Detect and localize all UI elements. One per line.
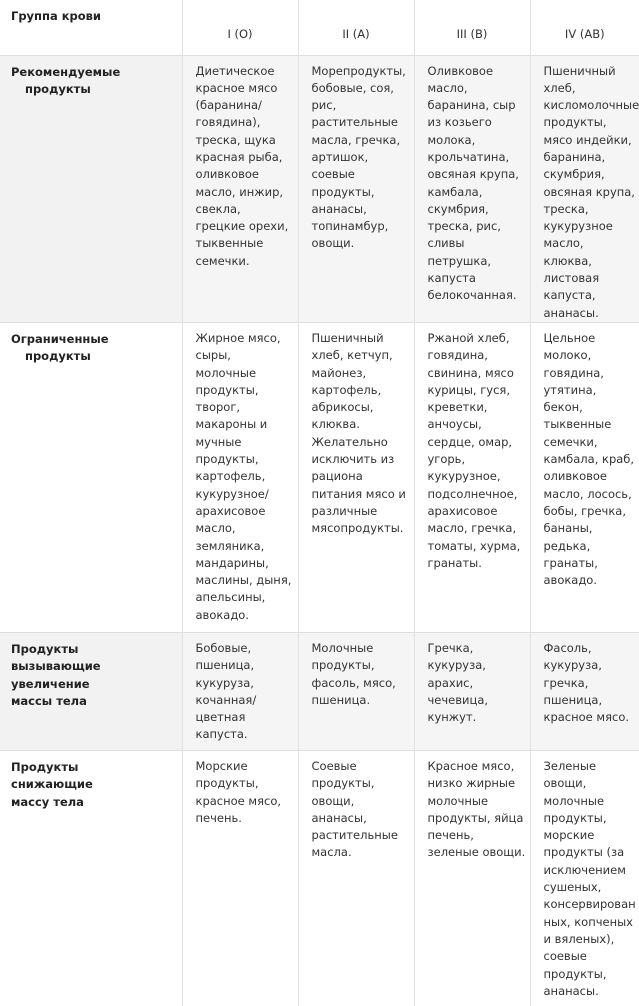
table-cell: Пшеничный хлеб, кетчуп, майонез, картофель, абрикосы, клюква. Желательно исключить из рациона питания мясо и различные мясопродукты. (298, 322, 414, 632)
table-cell: Морепродукты, бобовые, соя, рис, растительные масла, гречка, артишок, соевые продукты, ананасы, топинамбур, овощи. (298, 55, 414, 322)
row-label-line: массы тела (11, 693, 87, 708)
table-cell: Пшеничный хлеб, кисломолочные продукты, мясо индейки, баранина, скумбрия, овсяная крупа, треска, кукурузное масло, клюква, листовая капуста, ананасы. (530, 55, 639, 322)
column-header-iv-ab: IV (AB) (530, 0, 639, 55)
row-label-line: увеличение (11, 676, 90, 691)
table-cell: Фасоль, кукуруза, гречка, пшеница, красное мясо. (530, 632, 639, 750)
row-label-limited (0, 322, 182, 632)
column-header-i-o: I (O) (182, 0, 298, 55)
row-label-line: продукты (25, 349, 91, 364)
row-label-weight-gain (0, 632, 182, 750)
table-row-limited (0, 322, 639, 632)
table-row-recommended (0, 55, 639, 322)
table-cell: Соевые продукты, овощи, ананасы, растительные масла. (298, 750, 414, 1006)
row-label-line: Ограниченные (11, 331, 109, 346)
row-label-line: снижающие (11, 777, 93, 792)
table-cell: Зеленые овощи, молочные продукты, морские продукты (за исключением сушеных, консервирован ных, копченых и вяленых), соевые продукты, ананасы. (530, 750, 639, 1006)
row-label-line: Продукты (11, 759, 79, 774)
table-cell: Ржаной хлеб, говядина, свинина, мясо курицы, гуся, креветки, анчоусы, сердце, омар, угорь, кукурузное, подсолнечное, арахисовое масло, гречка, томаты, хурма, гранаты. (414, 322, 530, 632)
row-label-line: продукты (25, 81, 91, 96)
row-label-weight-loss (0, 750, 182, 1006)
blood-group-header: Группа крови (0, 0, 182, 55)
table-row-weight-gain (0, 632, 639, 750)
table-cell: Молочные продукты, фасоль, мясо, пшеница. (298, 632, 414, 750)
column-header-ii-a: II (A) (298, 0, 414, 55)
row-label-recommended (0, 55, 182, 322)
row-label-line: массу тела (11, 794, 84, 809)
row-label-line: Продукты (11, 641, 79, 656)
table-header-row (0, 0, 639, 55)
row-label-line: вызывающие (11, 659, 101, 674)
column-header-iii-b: III (B) (414, 0, 530, 55)
row-label-line: Рекомендуемые (11, 64, 121, 79)
table-row-weight-loss (0, 750, 639, 1006)
table-cell: Жирное мясо, сыры, молочные продукты, творог, макароны и мучные продукты, картофель, кукурузное/ арахисовое масло, земляника, мандарины, маслины, дыня, апельсины, авокадо. (182, 322, 298, 632)
table-cell: Морские продукты, красное мясо, печень. (182, 750, 298, 1006)
table-cell: Оливковое масло, баранина, сыр из козьего молока, крольчатина, овсяная крупа, камбала, скумбрия, треска, рис, сливы петрушка, капуста белокочанная. (414, 55, 530, 322)
table-cell: Цельное молоко, говядина, утятина, бекон, тыквенные семечки, камбала, краб, оливковое масло, лосось, бобы, гречка, бананы, редька, гранаты, авокадо. (530, 322, 639, 632)
table-cell: Гречка, кукуруза, арахис, чечевица, кунжут. (414, 632, 530, 750)
table-cell: Диетическое красное мясо (баранина/ говядина), треска, щука красная рыба, оливковое масло, инжир, свекла, грецкие орехи, тыквенные семечки. (182, 55, 298, 322)
table-cell: Красное мясо, низко жирные молочные продукты, яйца печень, зеленые овощи. (414, 750, 530, 1006)
table-cell: Бобовые, пшеница, кукуруза, кочанная/ цветная капуста. (182, 632, 298, 750)
